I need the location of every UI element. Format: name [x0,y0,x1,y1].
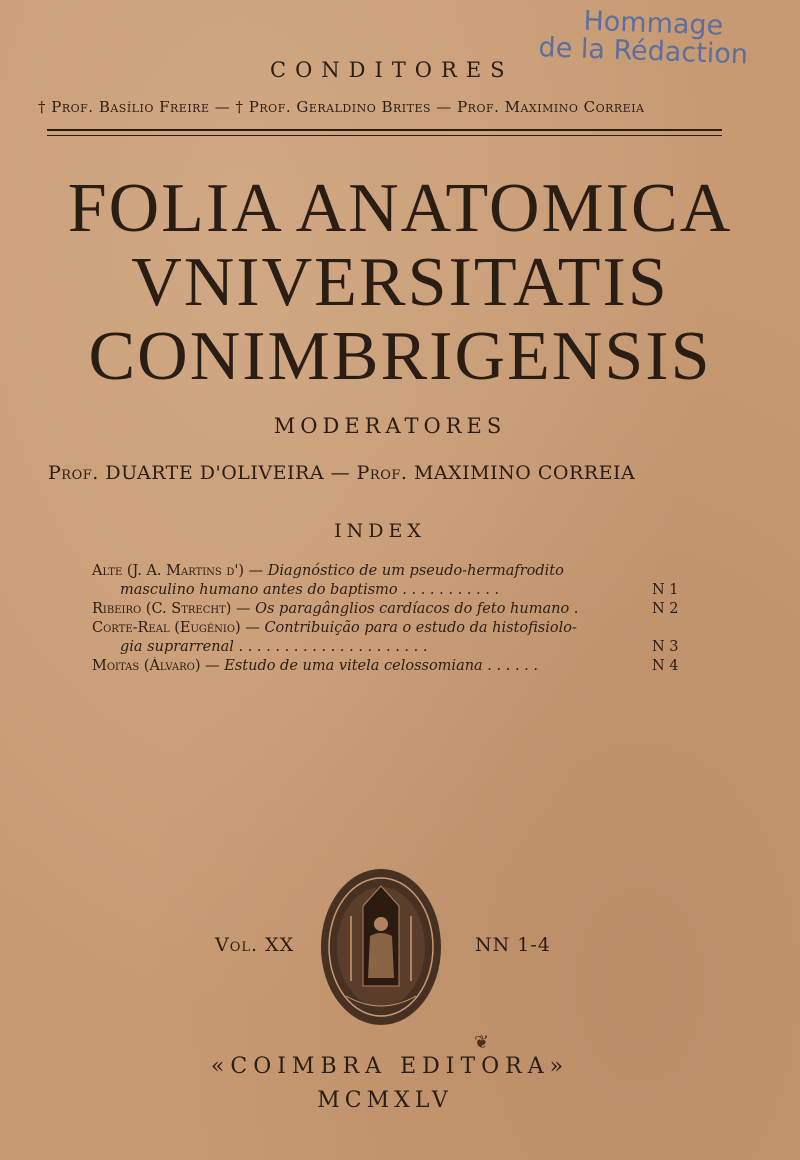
entry-title: Estudo de uma vitela celossomiana . . . . . . [224,658,539,674]
entry-author: Moitas (Álvaro) — [92,658,220,674]
index-entry-2 [92,600,692,619]
title-line-1: FOLIA ANATOMICA [67,170,733,247]
printer-ornament-icon: ❦ [474,1032,490,1053]
header-rule-thick [47,129,722,131]
entry-title: Os paragânglios cardíacos do feto humano . [255,601,579,617]
header-rule-thin [47,135,722,136]
entry-title: Diagnóstico de um pseudo-hermafrodito [267,563,564,579]
index-list [92,562,692,676]
title-line-2: VNIVERSITATIS [131,244,669,321]
index-entry-4 [92,657,692,676]
entry-number: N 3 [652,639,679,655]
issues-label: NN 1-4 [475,934,551,956]
conditores-heading: CONDITORES [270,58,514,82]
publisher-name: «COIMBRA EDITORA» [210,1054,570,1079]
index-entry-3 [92,619,692,638]
entry-title-cont: gia suprarrenal . . . . . . . . . . . . . . . . . . . . . [120,639,428,655]
moderatores-names: Prof. DUARTE D'OLIVEIRA — Prof. MAXIMINO CORREIA [48,462,636,484]
entry-number: N 2 [652,601,679,617]
entry-author: Corte-Real (Eugénio) — [92,620,260,636]
index-heading: INDEX [334,520,426,542]
moderatores-heading: MODERATORES [273,414,507,438]
entry-author: Ribeiro (C. Strecht) — [92,601,251,617]
entry-title-cont: masculino humano antes do baptismo . . . . . . . . . . . [120,582,500,598]
title-line-3: CONIMBRIGENSIS [88,318,712,395]
conditores-names: † Prof. Basílio Freire — † Prof. Geraldino Brites — Prof. Maximino Correia [38,98,645,116]
entry-title: Contribuição para o estudo da histofisiolo- [264,620,577,636]
publication-year: MCMXLV [317,1088,453,1113]
university-seal [318,866,444,1028]
entry-author: Alte (J. A. Martins d') — [92,563,264,579]
index-entry-1 [92,562,692,581]
journal-title [0,172,800,394]
stamp-line-2: de la Rédaction [538,32,749,71]
volume-label: Vol. XX [215,934,295,956]
stamp-line-1: Hommage [583,5,724,42]
entry-number: N 4 [652,658,679,674]
entry-number: N 1 [652,582,679,598]
